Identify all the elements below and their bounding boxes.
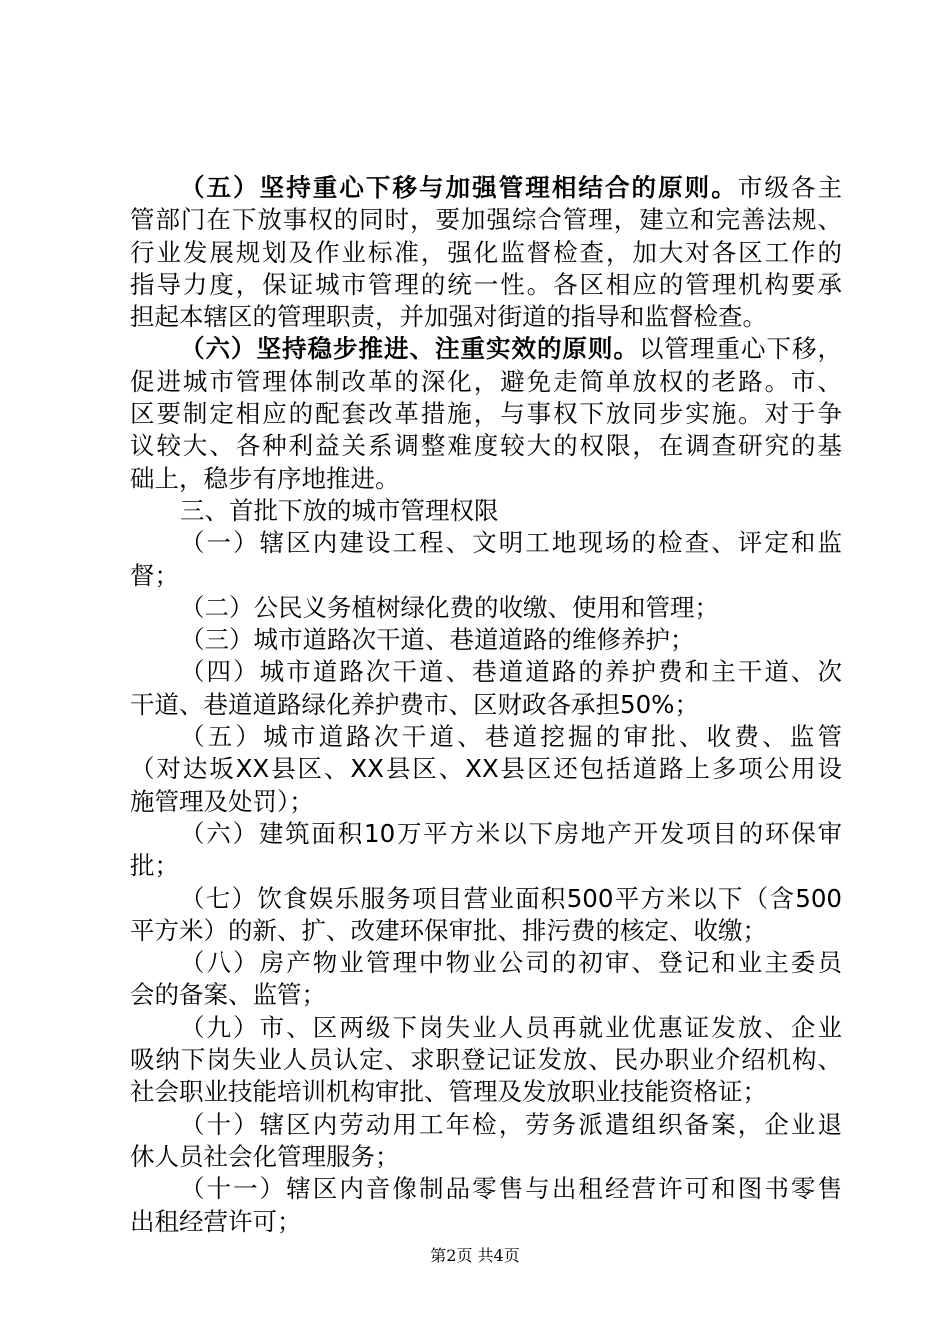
item-6-line-2: 批； (130, 851, 179, 881)
section-heading-3: 三、首批下放的城市管理权限 (180, 495, 499, 525)
principle-6-heading: （六）坚持稳步推进、注重实效的原则。 (180, 334, 639, 364)
principle-5-text: 市级各主 (737, 173, 842, 202)
item-9-line-1: （九）市、区两级下岗失业人员再就业优惠证发放、企业 (180, 1012, 842, 1042)
paragraph-principle-6-line-1 (130, 333, 842, 365)
item-8-line-2: 会的备案、监管； (130, 980, 326, 1010)
principle-5-heading: （五）坚持重心下移与加强管理相结合的原则。 (180, 173, 738, 202)
item-11-line-2: 出租经营许可； (130, 1206, 302, 1236)
item-9-line-2: 吸纳下岗失业人员认定、求职登记证发放、民办职业介绍机构、 (130, 1045, 842, 1075)
item-1-line-2: 督； (130, 560, 179, 590)
item-6-line-1: （六）建筑面积10万平方米以下房地产开发项目的环保审 (180, 818, 842, 848)
item-5-line-3: 施管理及处罚）； (130, 786, 314, 816)
page-number-label: 第2页 共4页 (430, 1246, 520, 1265)
paragraph-principle-5-line-5: 担起本辖区的管理职责，并加强对街道的指导和监督检查。 (130, 302, 767, 332)
item-4-line-1: （四）城市道路次干道、巷道道路的养护费和主干道、次 (180, 657, 842, 687)
item-1-line-1: （一）辖区内建设工程、文明工地现场的检查、评定和监 (180, 528, 842, 558)
paragraph-principle-5-line-1 (130, 172, 842, 204)
item-11-line-1: （十一）辖区内音像制品零售与出租经营许可和图书零售 (180, 1174, 842, 1204)
paragraph-principle-6-line-2: 促进城市管理体制改革的深化，避免走简单放权的老路。市、 (130, 366, 842, 396)
item-2: （二）公民义务植树绿化费的收缴、使用和管理； (180, 592, 719, 622)
paragraph-principle-6-line-3: 区要制定相应的配套改革措施，与事权下放同步实施。对于争 (130, 399, 842, 429)
item-10-line-2: 休人员社会化管理服务； (130, 1141, 400, 1171)
item-10-line-1: （十）辖区内劳动用工年检，劳务派遣组织备案，企业退 (180, 1109, 842, 1139)
paragraph-principle-5-line-2: 管部门在下放事权的同时，要加强综合管理，建立和完善法规、 (130, 205, 842, 235)
item-9-line-3: 社会职业技能培训机构审批、管理及发放职业技能资格证； (130, 1077, 767, 1107)
document-body (130, 172, 842, 1238)
item-7-line-2: 平方米）的新、扩、改建环保审批、排污费的核定、收缴； (130, 915, 767, 945)
paragraph-principle-6-line-5: 础上，稳步有序地推进。 (130, 463, 400, 493)
item-7-line-1: （七）饮食娱乐服务项目营业面积500平方米以下（含500 (180, 883, 842, 913)
paragraph-principle-5-line-3: 行业发展规划及作业标准，强化监督检查，加大对各区工作的 (130, 237, 842, 267)
item-5-line-1: （五）城市道路次干道、巷道挖掘的审批、收费、监管 (180, 722, 842, 752)
page-footer (0, 1243, 950, 1266)
paragraph-principle-6-line-4: 议较大、各种利益关系调整难度较大的权限，在调查研究的基 (130, 431, 842, 461)
item-4-line-2: 干道、巷道道路绿化养护费市、区财政各承担50%； (130, 689, 699, 719)
item-5-line-2: （对达坂XX县区、XX县区、XX县区还包括道路上多项公用设 (130, 754, 842, 784)
paragraph-principle-5-line-4: 指导力度，保证城市管理的统一性。各区相应的管理机构要承 (130, 269, 842, 299)
item-3: （三）城市道路次干道、巷道道路的维修养护； (180, 625, 695, 655)
item-8-line-1: （八）房产物业管理中物业公司的初审、登记和业主委员 (180, 948, 842, 978)
principle-6-text: 以管理重心下移， (639, 334, 842, 364)
